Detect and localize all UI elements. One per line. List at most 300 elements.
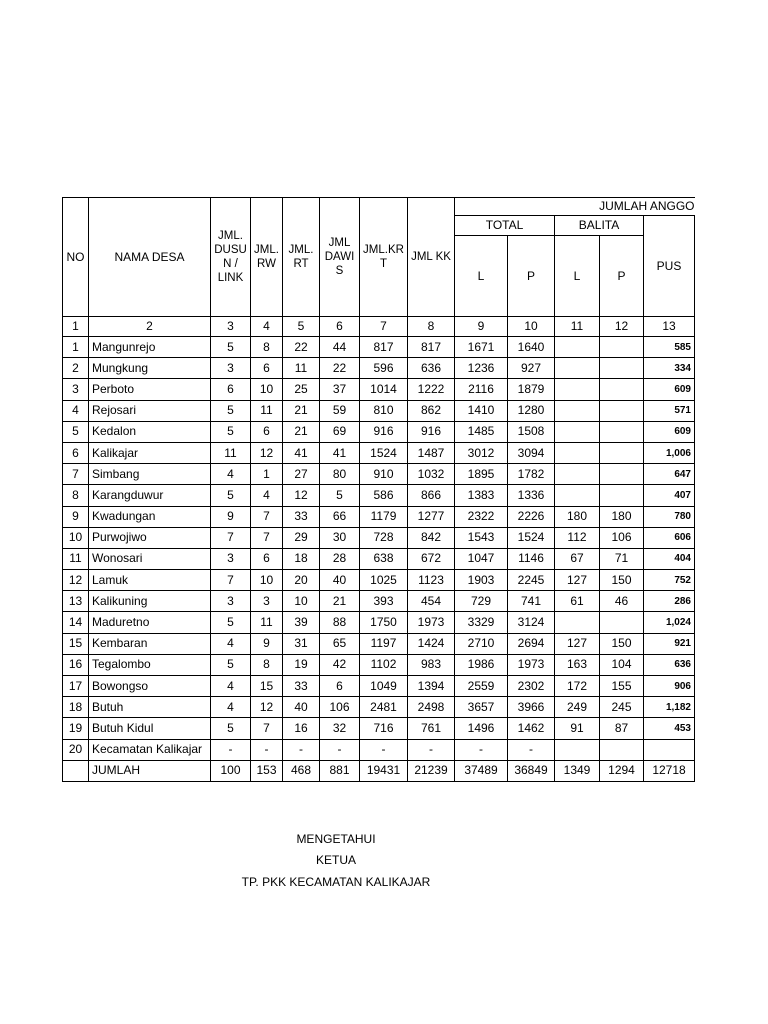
jml-kk-cell: 1277 (408, 506, 455, 527)
total-p-cell: 1508 (508, 421, 555, 442)
jml-krt-cell: 1102 (360, 654, 408, 675)
table-row (63, 400, 695, 421)
village-name-cell: Butuh Kidul (89, 718, 211, 739)
signature-ketua: KETUA (315, 853, 356, 867)
row-no-cell: 13 (63, 591, 89, 612)
village-name-cell: Kembaran (89, 633, 211, 654)
village-name-cell: Butuh (89, 697, 211, 718)
header-total: TOTAL (455, 216, 555, 236)
jml-kk-cell: 1032 (408, 464, 455, 485)
balita-p-cell: 87 (600, 718, 644, 739)
jml-kk-cell: 672 (408, 548, 455, 569)
balita-l-cell (555, 485, 600, 506)
jml-dawis-cell: 37 (320, 379, 360, 400)
row-no-cell: 14 (63, 612, 89, 633)
jml-rt-cell: 20 (283, 570, 320, 591)
jml-dawis-cell: 6 (320, 676, 360, 697)
row-no-cell: 18 (63, 697, 89, 718)
jml-rw-cell: 6 (251, 358, 283, 379)
balita-l-cell: 91 (555, 718, 600, 739)
village-name-cell: Lamuk (89, 570, 211, 591)
table-row (63, 485, 695, 506)
total-p-cell: - (508, 739, 555, 760)
village-name-cell: Mungkung (89, 358, 211, 379)
header-no: NO (63, 198, 89, 317)
row-no-cell: 10 (63, 527, 89, 548)
header-nama-desa: NAMA DESA (89, 198, 211, 317)
jml-kk-cell: 916 (408, 421, 455, 442)
header-balita-l: L (555, 236, 600, 317)
table-row (63, 527, 695, 548)
total-p-cell: 927 (508, 358, 555, 379)
jml-kk-cell: 761 (408, 718, 455, 739)
village-name-cell: Wonosari (89, 548, 211, 569)
jml-kk-cell: 862 (408, 400, 455, 421)
jml-dusun-cell: - (211, 739, 251, 760)
jml-krt-cell: 1025 (360, 570, 408, 591)
balita-l-cell: 163 (555, 654, 600, 675)
balita-p-cell (600, 464, 644, 485)
jml-dawis-cell: 66 (320, 506, 360, 527)
jml-dusun-cell: 5 (211, 485, 251, 506)
balita-l-cell: 127 (555, 633, 600, 654)
column-number: 13 (644, 317, 695, 337)
jml-rt-cell: 21 (283, 421, 320, 442)
jml-dusun-cell: 5 (211, 337, 251, 358)
table-row (63, 464, 695, 485)
balita-p-cell: 155 (600, 676, 644, 697)
jml-kk-cell: 1222 (408, 379, 455, 400)
header-balita-p: P (600, 236, 644, 317)
total-row (63, 760, 695, 781)
jml-dusun-cell: 5 (211, 718, 251, 739)
column-number: 5 (283, 317, 320, 337)
jml-dusun-cell: 9 (211, 506, 251, 527)
table-row (63, 739, 695, 760)
column-number: 2 (89, 317, 211, 337)
balita-l-cell: 127 (555, 570, 600, 591)
total-p-cell: 2226 (508, 506, 555, 527)
column-number: 4 (251, 317, 283, 337)
row-no-cell: 17 (63, 676, 89, 697)
pus-cell: 1,182 (644, 697, 695, 718)
pus-cell: 286 (644, 591, 695, 612)
row-no-cell: 1 (63, 337, 89, 358)
total-l-cell: 1895 (455, 464, 508, 485)
total-l-cell: 2116 (455, 379, 508, 400)
jml-rw-cell: 12 (251, 442, 283, 463)
total-l-cell: 1671 (455, 337, 508, 358)
total-l-cell: - (455, 739, 508, 760)
total-p-cell: 1782 (508, 464, 555, 485)
table-footer (63, 760, 695, 781)
header-total-l: L (455, 236, 508, 317)
jml-rw-cell: 6 (251, 548, 283, 569)
balita-l-cell (555, 400, 600, 421)
pus-cell: 752 (644, 570, 695, 591)
jml-krt-cell: 1524 (360, 442, 408, 463)
jml-krt-cell: 817 (360, 337, 408, 358)
balita-l-cell (555, 442, 600, 463)
balita-l-cell: 112 (555, 527, 600, 548)
total-krt: 19431 (360, 760, 408, 781)
pus-cell: 453 (644, 718, 695, 739)
total-pus: 12718 (644, 760, 695, 781)
column-number: 9 (455, 317, 508, 337)
village-name-cell: Tegalombo (89, 654, 211, 675)
pus-cell (644, 739, 695, 760)
row-no-cell: 6 (63, 442, 89, 463)
jml-krt-cell: 596 (360, 358, 408, 379)
signature-mengetahui: MENGETAHUI (296, 832, 376, 846)
jml-dusun-cell: 3 (211, 358, 251, 379)
total-l-cell: 1485 (455, 421, 508, 442)
row-no-cell: 4 (63, 400, 89, 421)
total-l-cell: 1236 (455, 358, 508, 379)
total-kk: 21239 (408, 760, 455, 781)
table-row (63, 697, 695, 718)
total-p-cell: 1462 (508, 718, 555, 739)
balita-p-cell: 71 (600, 548, 644, 569)
column-number: 3 (211, 317, 251, 337)
jml-rt-cell: 21 (283, 400, 320, 421)
jml-rw-cell: 7 (251, 527, 283, 548)
jml-kk-cell: 1394 (408, 676, 455, 697)
jml-krt-cell: 1750 (360, 612, 408, 633)
header-total-p: P (508, 236, 555, 317)
total-l-cell: 2322 (455, 506, 508, 527)
table-row (63, 548, 695, 569)
jml-rt-cell: 19 (283, 654, 320, 675)
balita-l-cell (555, 739, 600, 760)
balita-p-cell (600, 400, 644, 421)
jml-dawis-cell: 69 (320, 421, 360, 442)
jml-krt-cell: 716 (360, 718, 408, 739)
jml-dawis-cell: 21 (320, 591, 360, 612)
jml-rw-cell: 10 (251, 570, 283, 591)
jml-kk-cell: 842 (408, 527, 455, 548)
balita-p-cell: 150 (600, 570, 644, 591)
jml-dusun-cell: 3 (211, 591, 251, 612)
village-name-cell: Simbang (89, 464, 211, 485)
column-number: 8 (408, 317, 455, 337)
balita-p-cell (600, 739, 644, 760)
jml-rw-cell: 4 (251, 485, 283, 506)
village-name-cell: Purwojiwo (89, 527, 211, 548)
balita-l-cell (555, 421, 600, 442)
row-no-cell: 2 (63, 358, 89, 379)
jml-krt-cell: 1179 (360, 506, 408, 527)
jml-krt-cell: 916 (360, 421, 408, 442)
jml-dawis-cell: 88 (320, 612, 360, 633)
table-row (63, 654, 695, 675)
pus-cell: 404 (644, 548, 695, 569)
total-rt: 468 (283, 760, 320, 781)
total-l-cell: 3657 (455, 697, 508, 718)
pus-cell: 1,024 (644, 612, 695, 633)
total-l-cell: 1047 (455, 548, 508, 569)
total-label: JUMLAH (89, 760, 211, 781)
table-row (63, 676, 695, 697)
jml-krt-cell: 910 (360, 464, 408, 485)
jml-dusun-cell: 4 (211, 464, 251, 485)
pus-cell: 906 (644, 676, 695, 697)
jml-rt-cell: 27 (283, 464, 320, 485)
total-p-cell: 1146 (508, 548, 555, 569)
signature-organization: TP. PKK KECAMATAN KALIKAJAR (241, 875, 431, 889)
jml-kk-cell: 454 (408, 591, 455, 612)
balita-p-cell: 106 (600, 527, 644, 548)
total-p-cell: 1973 (508, 654, 555, 675)
village-name-cell: Mangunrejo (89, 337, 211, 358)
pus-cell: 334 (644, 358, 695, 379)
village-name-cell: Bowongso (89, 676, 211, 697)
jml-rt-cell: 33 (283, 676, 320, 697)
total-balita-l: 1349 (555, 760, 600, 781)
column-number: 1 (63, 317, 89, 337)
total-l-cell: 1543 (455, 527, 508, 548)
row-no-cell: 5 (63, 421, 89, 442)
jml-krt-cell: 728 (360, 527, 408, 548)
jml-rw-cell: 8 (251, 654, 283, 675)
jml-rw-cell: 8 (251, 337, 283, 358)
header-jml-dusun: JML. DUSU N / LINK (211, 198, 251, 317)
village-name-cell: Kalikuning (89, 591, 211, 612)
total-rw: 153 (251, 760, 283, 781)
balita-l-cell (555, 464, 600, 485)
jml-dawis-cell: 41 (320, 442, 360, 463)
header-jml-kk: JML KK (408, 198, 455, 317)
total-l-cell: 729 (455, 591, 508, 612)
jml-rt-cell: 29 (283, 527, 320, 548)
table-row (63, 442, 695, 463)
header-jml-krt: JML.KR T (360, 198, 408, 317)
row-no-cell: 20 (63, 739, 89, 760)
jml-kk-cell: - (408, 739, 455, 760)
row-no-cell: 19 (63, 718, 89, 739)
jml-dawis-cell: 22 (320, 358, 360, 379)
jml-rw-cell: 15 (251, 676, 283, 697)
jml-rt-cell: 31 (283, 633, 320, 654)
jml-rw-cell: 6 (251, 421, 283, 442)
total-no-cell (63, 760, 89, 781)
balita-p-cell (600, 358, 644, 379)
total-p-cell: 3094 (508, 442, 555, 463)
header-jml-rt: JML. RT (283, 198, 320, 317)
total-total-l: 37489 (455, 760, 508, 781)
village-name-cell: Rejosari (89, 400, 211, 421)
balita-p-cell (600, 485, 644, 506)
jml-rt-cell: 40 (283, 697, 320, 718)
column-number: 12 (600, 317, 644, 337)
total-total-p: 36849 (508, 760, 555, 781)
row-no-cell: 8 (63, 485, 89, 506)
jml-kk-cell: 636 (408, 358, 455, 379)
jml-dusun-cell: 5 (211, 400, 251, 421)
balita-p-cell (600, 337, 644, 358)
jml-kk-cell: 1487 (408, 442, 455, 463)
jml-dawis-cell: 5 (320, 485, 360, 506)
total-p-cell: 1336 (508, 485, 555, 506)
jml-rt-cell: 12 (283, 485, 320, 506)
jml-kk-cell: 2498 (408, 697, 455, 718)
jml-dawis-cell: 32 (320, 718, 360, 739)
jml-rw-cell: 3 (251, 591, 283, 612)
row-no-cell: 9 (63, 506, 89, 527)
jml-rt-cell: 25 (283, 379, 320, 400)
jml-rt-cell: 16 (283, 718, 320, 739)
total-l-cell: 1410 (455, 400, 508, 421)
balita-l-cell (555, 612, 600, 633)
pus-cell: 1,006 (644, 442, 695, 463)
jml-kk-cell: 1973 (408, 612, 455, 633)
jml-rt-cell: 18 (283, 548, 320, 569)
pus-cell: 609 (644, 421, 695, 442)
total-p-cell: 2302 (508, 676, 555, 697)
village-name-cell: Karangduwur (89, 485, 211, 506)
jml-dawis-cell: 59 (320, 400, 360, 421)
jml-dusun-cell: 5 (211, 654, 251, 675)
village-name-cell: Kalikajar (89, 442, 211, 463)
balita-p-cell (600, 442, 644, 463)
pus-cell: 606 (644, 527, 695, 548)
row-no-cell: 12 (63, 570, 89, 591)
jml-rt-cell: 10 (283, 591, 320, 612)
jml-dusun-cell: 5 (211, 421, 251, 442)
jml-dusun-cell: 4 (211, 633, 251, 654)
jml-rw-cell: 7 (251, 506, 283, 527)
jml-rw-cell: 11 (251, 612, 283, 633)
total-p-cell: 1524 (508, 527, 555, 548)
jml-dawis-cell: 28 (320, 548, 360, 569)
jml-rt-cell: 22 (283, 337, 320, 358)
pus-cell: 780 (644, 506, 695, 527)
jml-krt-cell: 810 (360, 400, 408, 421)
table-row (63, 506, 695, 527)
jml-dawis-cell: 65 (320, 633, 360, 654)
jml-kk-cell: 1424 (408, 633, 455, 654)
jml-kk-cell: 817 (408, 337, 455, 358)
balita-l-cell (555, 337, 600, 358)
total-l-cell: 3012 (455, 442, 508, 463)
table-header (63, 198, 695, 337)
jml-rt-cell: - (283, 739, 320, 760)
balita-l-cell: 249 (555, 697, 600, 718)
jml-rt-cell: 41 (283, 442, 320, 463)
total-l-cell: 2559 (455, 676, 508, 697)
table-body (63, 337, 695, 761)
balita-p-cell (600, 421, 644, 442)
table-row (63, 570, 695, 591)
total-p-cell: 3966 (508, 697, 555, 718)
header-jml-dawis: JML DAWI S (320, 198, 360, 317)
balita-l-cell: 67 (555, 548, 600, 569)
balita-p-cell: 180 (600, 506, 644, 527)
jml-dusun-cell: 6 (211, 379, 251, 400)
row-no-cell: 15 (63, 633, 89, 654)
jml-kk-cell: 983 (408, 654, 455, 675)
jml-krt-cell: 638 (360, 548, 408, 569)
column-number: 11 (555, 317, 600, 337)
header-pus: PUS (644, 216, 695, 317)
village-name-cell: Maduretno (89, 612, 211, 633)
jml-rt-cell: 11 (283, 358, 320, 379)
total-p-cell: 1640 (508, 337, 555, 358)
jml-dawis-cell: 44 (320, 337, 360, 358)
balita-p-cell: 46 (600, 591, 644, 612)
total-p-cell: 2694 (508, 633, 555, 654)
header-jumlah-anggota: JUMLAH ANGGO (455, 198, 695, 216)
table-row (63, 358, 695, 379)
jml-dusun-cell: 4 (211, 676, 251, 697)
jml-dawis-cell: 40 (320, 570, 360, 591)
total-l-cell: 1903 (455, 570, 508, 591)
row-no-cell: 11 (63, 548, 89, 569)
header-balita: BALITA (555, 216, 644, 236)
total-balita-p: 1294 (600, 760, 644, 781)
pus-cell: 636 (644, 654, 695, 675)
table-row (63, 337, 695, 358)
header-jml-rw: JML. RW (251, 198, 283, 317)
balita-p-cell: 104 (600, 654, 644, 675)
balita-l-cell: 172 (555, 676, 600, 697)
jml-dusun-cell: 7 (211, 527, 251, 548)
total-p-cell: 1879 (508, 379, 555, 400)
jml-rw-cell: 9 (251, 633, 283, 654)
jml-kk-cell: 1123 (408, 570, 455, 591)
jml-dawis-cell: 42 (320, 654, 360, 675)
jml-krt-cell: - (360, 739, 408, 760)
jml-krt-cell: 393 (360, 591, 408, 612)
jml-rw-cell: 10 (251, 379, 283, 400)
total-l-cell: 3329 (455, 612, 508, 633)
pus-cell: 921 (644, 633, 695, 654)
total-l-cell: 2710 (455, 633, 508, 654)
table-row (63, 718, 695, 739)
row-no-cell: 7 (63, 464, 89, 485)
jml-rt-cell: 33 (283, 506, 320, 527)
jml-krt-cell: 1197 (360, 633, 408, 654)
balita-p-cell (600, 379, 644, 400)
balita-l-cell: 61 (555, 591, 600, 612)
village-name-cell: Kecamatan Kalikajar (89, 739, 211, 760)
jml-rw-cell: 12 (251, 697, 283, 718)
row-no-cell: 3 (63, 379, 89, 400)
total-l-cell: 1986 (455, 654, 508, 675)
total-l-cell: 1496 (455, 718, 508, 739)
balita-l-cell (555, 358, 600, 379)
row-no-cell: 16 (63, 654, 89, 675)
jml-dusun-cell: 7 (211, 570, 251, 591)
village-name-cell: Perboto (89, 379, 211, 400)
total-p-cell: 1280 (508, 400, 555, 421)
total-dusun: 100 (211, 760, 251, 781)
column-number-row (63, 317, 695, 337)
jml-dusun-cell: 11 (211, 442, 251, 463)
jml-krt-cell: 2481 (360, 697, 408, 718)
table-row (63, 633, 695, 654)
column-number: 7 (360, 317, 408, 337)
jml-krt-cell: 586 (360, 485, 408, 506)
table-row (63, 379, 695, 400)
jml-rw-cell: 7 (251, 718, 283, 739)
jml-dusun-cell: 3 (211, 548, 251, 569)
table-row (63, 612, 695, 633)
jml-krt-cell: 1014 (360, 379, 408, 400)
balita-p-cell (600, 612, 644, 633)
pus-cell: 609 (644, 379, 695, 400)
table-row (63, 591, 695, 612)
